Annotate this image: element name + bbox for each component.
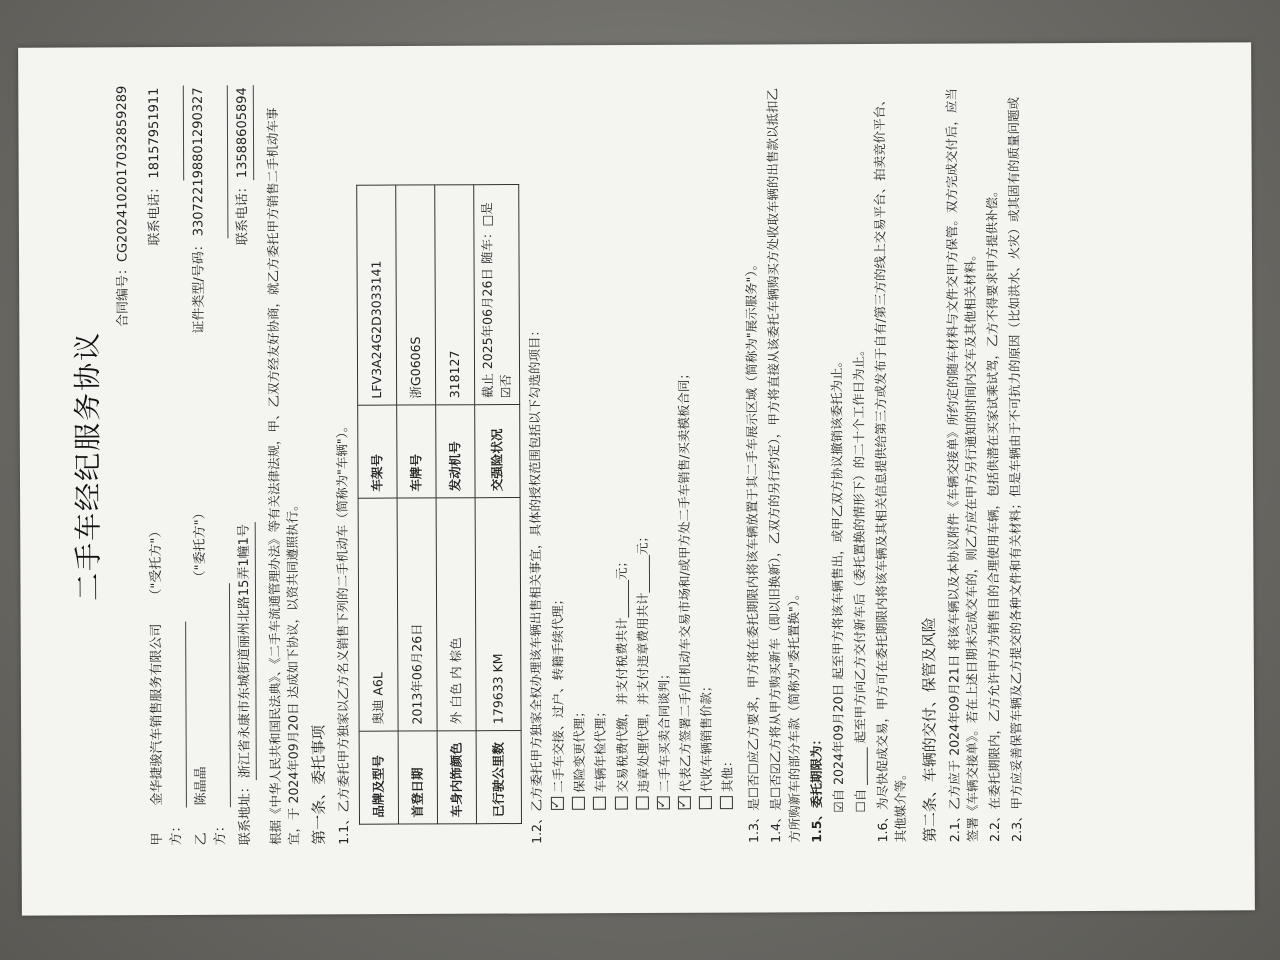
address-row	[233, 85, 256, 845]
table-cell: 奥迪 A6L	[357, 498, 397, 731]
checkbox-icon	[698, 796, 711, 809]
section-2-heading: 第二条、车辆的交付、保管及风险	[919, 616, 939, 842]
intro-paragraph: 根据《中华人民共和国民法典》、《二手车流通管理办法》等有关法律法规，甲、乙双方经友好协商，就乙方委托甲方销售二手机动车事宜，于 2024年09月20日 达成如下协议，以资共同遵照执行。	[264, 107, 301, 845]
party-a-row	[146, 85, 187, 845]
list-item	[546, 83, 567, 809]
authorization-options	[546, 83, 736, 844]
table-row	[395, 184, 437, 823]
table-cell: 首登日期	[397, 730, 436, 823]
checkbox-icon	[677, 796, 690, 809]
list-item	[610, 83, 631, 809]
party-b-id: 330722198801290327	[189, 85, 227, 238]
list-item	[694, 83, 715, 809]
clause-1-3: 1.3、是☐否☐应乙方要求，甲方将在委托期限内将该车辆放置于其二手车展示区域（简称为"展示服务"）。	[743, 257, 761, 843]
party-a-name: 金华捷骏汽车销售服务有限公司	[148, 621, 186, 807]
clause-1-2: 1.2、乙方委托甲方独家全权办理该车辆出售相关事宜，具体的授权范围包括以下勾选的项目：	[526, 323, 544, 844]
option-label: 代表乙方签署二手/旧机动车交易市场和/或甲方处二手车销售/买卖模板合同；	[675, 366, 693, 792]
checkbox-icon	[614, 796, 627, 809]
checkbox-icon	[551, 796, 564, 809]
table-row	[434, 184, 476, 823]
party-b-role: （"委托方"）	[192, 505, 208, 583]
table-cell: 外 白色 内 棕色	[435, 497, 475, 730]
party-b-label: 乙方：	[193, 818, 228, 845]
table-row	[473, 184, 521, 823]
checkbox-icon	[593, 796, 606, 809]
option-label: 车辆年检代理；	[592, 704, 608, 793]
table-cell: 浙G0606S	[395, 184, 435, 404]
contract-number-value: CG20241020170328592​89	[113, 85, 130, 262]
clause-2-1: 2.1、乙方应于 2024年09月21日 将该车辆以及本协议附件《车辆交接单》所约定的随车材料与文件交甲方保管。双方完成交付后，应当签署《车辆交接单》。若在上述日期未完成交车的，则乙方应在甲方另行通知的时间内交车及其他相关材料。	[943, 87, 980, 842]
contract-number	[113, 85, 135, 845]
party-a-phone: 18157951911	[146, 85, 184, 180]
address-phone-label: 联系电话：	[234, 179, 250, 245]
table-cell: 已行驶公里数	[475, 730, 521, 823]
clause-1-5: 1.5、委托期限为：	[807, 732, 824, 843]
document-page	[18, 42, 1255, 915]
checkbox-icon	[572, 796, 585, 809]
option-label: 二手车买卖合同谈判；	[655, 666, 672, 792]
option-label: 二手车交接、过户、转籍手续代理；	[549, 592, 566, 793]
contract-number-label: 合同编号：	[114, 261, 130, 327]
party-a-label: 甲方：	[149, 818, 184, 846]
table-cell: 车架号	[357, 405, 396, 498]
document-sheet	[18, 42, 1255, 915]
checkbox-icon	[720, 796, 733, 809]
table-cell: 发动机号	[435, 404, 474, 497]
option-label: 保险变更代理；	[571, 704, 587, 793]
vehicle-table	[355, 184, 521, 825]
document-title: 二手车经纪服务协议	[70, 330, 105, 601]
party-b-name: 陈晶晶	[192, 583, 231, 807]
table-cell: 179633 KM	[474, 497, 520, 730]
table-cell: 交强险状况	[474, 404, 520, 497]
clause-1-4: 1.4、是☐否☑乙方将从甲方购买新车（即以旧换新），乙双方的另行约定），甲方将直接从该委托车辆购买方处收取车辆的出售款以抵扣乙方所购新车的部分车款（简称为"委托置换"）。	[764, 87, 802, 843]
party-b-row	[189, 85, 230, 845]
option-label: 其他：	[719, 754, 735, 792]
list-item	[631, 83, 652, 809]
table-cell: 截止 2025年06月26日 随车：□是 ☑否	[473, 184, 519, 404]
option-label: 违章处理代理，并支付违章费用共计______元；	[633, 529, 651, 793]
clause-1-5-option-b: ☐自 ______ 起至甲方向乙方交付新车后（委托置换的情形下）的二十个工作日为止。	[850, 342, 868, 813]
list-item	[715, 83, 736, 809]
document-content	[58, 81, 1030, 845]
address-phone: 13588605894	[233, 85, 253, 180]
clause-1-6: 1.6、为尽快促成交易，甲方可在委托期限内将该车辆及其相关信息提供给第三方或发布于自有/第三方的线上交易平台、拍卖竞价平台、其他媒介等。	[871, 92, 908, 842]
clause-2-2: 2.2、在委托期限内，乙方允许甲方为销售目的合理使用车辆，包括供潜在买家试乘试驾，乙方不得要求甲方提供补偿。	[983, 184, 1002, 842]
table-cell: 2013年06月26日	[396, 497, 436, 730]
list-item	[589, 83, 610, 809]
list-item	[673, 83, 694, 809]
list-item	[568, 83, 589, 809]
option-label: 代收车辆销售价款；	[697, 679, 714, 792]
party-a-role: （"受托方"）	[148, 524, 164, 602]
checkbox-icon	[635, 796, 648, 809]
table-cell: 品牌及型号	[358, 731, 397, 824]
table-cell: 车身内饰颜色	[436, 730, 475, 823]
section-1-heading: 第一条、委托事项	[308, 724, 328, 845]
party-b-id-label: 证件类型/号码：	[191, 237, 207, 334]
address-label: 联系地址：	[237, 779, 253, 845]
party-a-phone-label: 联系电话：	[147, 180, 163, 246]
checkbox-icon	[656, 796, 669, 809]
clause-1-1: 1.1、乙方委托甲方独家以乙方名义销售下列的二手机动车（简称为"车辆"）。	[333, 419, 351, 845]
table-cell: LFV3A24G2D3033141	[356, 185, 396, 405]
clause-1-5-option-a: ☑自 2024年09月20日 起至甲方将该车辆售出，或甲乙双方协议撤销该委托为止。	[828, 354, 846, 813]
table-cell: 车牌号	[396, 404, 435, 497]
table-row	[356, 185, 398, 824]
address-value: 浙江省永康市东城街道丽州北路15弄1幢1号	[235, 522, 256, 780]
table-cell: 318127	[434, 184, 474, 404]
list-item	[652, 83, 673, 809]
clause-2-3: 2.3、甲方应妥善保管车辆及乙方提交的各种文件和有关材料；但是车辆由于不可抗力的原因（比如洪水、火灾）或其固有的质量问题或	[1005, 96, 1024, 842]
option-label: 交易税费代缴，并支付税费共计______元；	[612, 554, 629, 793]
